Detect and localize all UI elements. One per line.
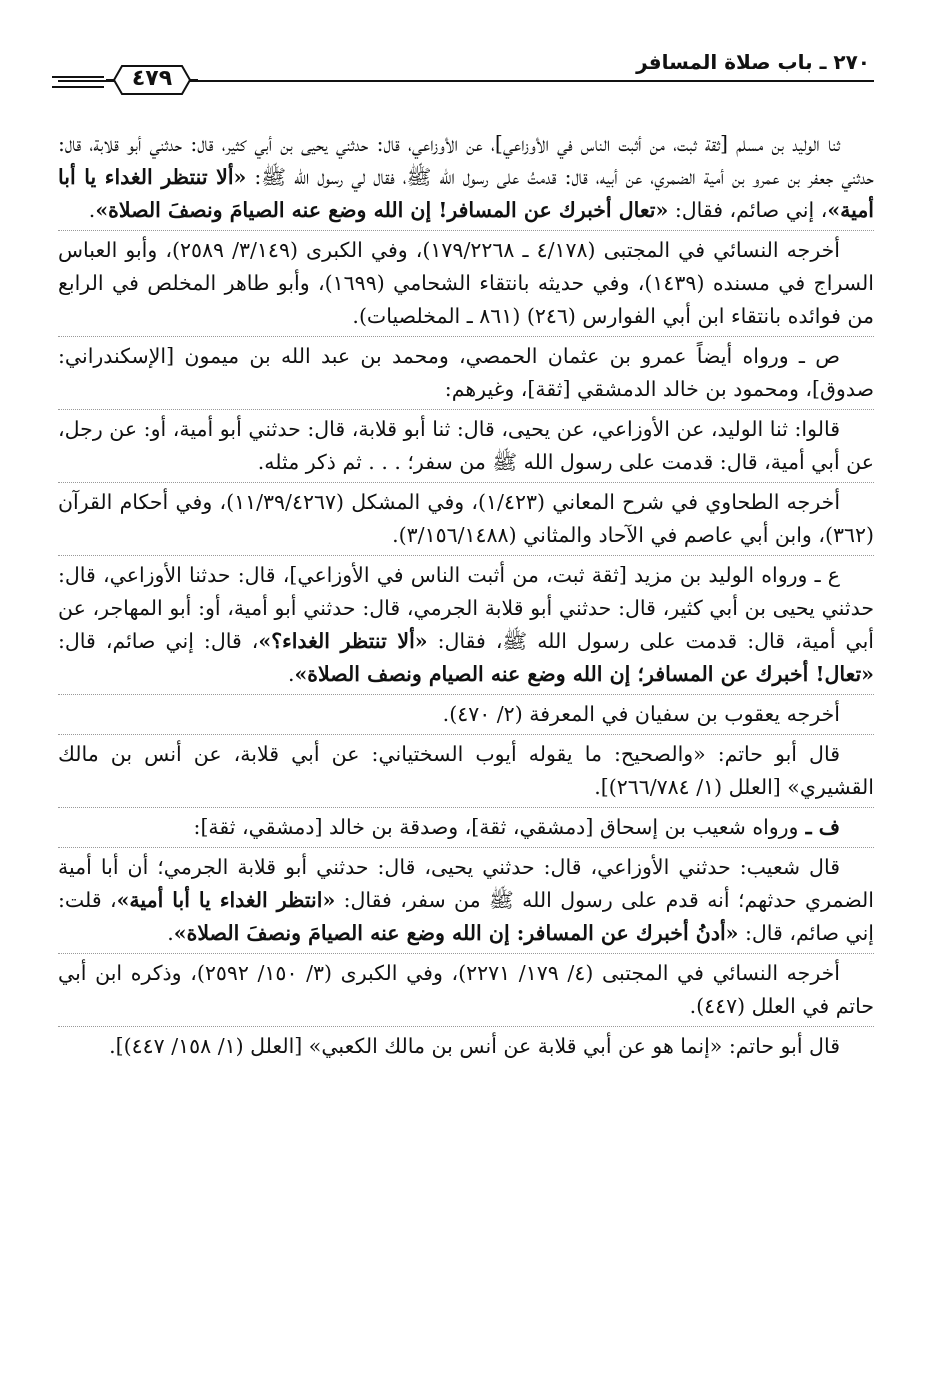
running-title: ٢٧٠ ـ باب صلاة المسافر: [636, 50, 870, 74]
text-segment: قالوا: ثنا الوليد، عن الأوزاعي، عن يحيى، قال: ثنا أبو قلابة، قال: حدثني أبو أمية، أو: عن رجل، عن أبي أمية، قال: قدمت على رسول الله ﷺ من سفر؛ . . . ثم ذكر مثله.: [58, 417, 874, 474]
paragraph-separator: [58, 807, 874, 808]
bold-text-segment: «أدنُ أخبرك عن المسافر: إن الله وضع عنه الصيامَ ونصفَ الصلاة»: [173, 921, 739, 945]
paragraph: [58, 486, 874, 552]
bold-text-segment: «انتظر الغداء يا أبا أمية»: [116, 888, 336, 912]
paragraph-separator: [58, 409, 874, 410]
paragraph-separator: [58, 555, 874, 556]
text-segment: قال شعيب: حدثني الأوزاعي، قال: حدثني يحيى، قال: حدثني أبو قلابة الجرمي؛ أن أبا أمية الضمري حدثهم؛ أنه قدم على رسول الله ﷺ من سفر، فقال:: [58, 855, 874, 912]
paragraph: [58, 559, 874, 691]
paragraph-separator: [58, 1026, 874, 1027]
text-segment: ، إني صائم، فقال:: [668, 198, 828, 222]
text-segment: أخرجه الطحاوي في شرح المعاني (١/٤٢٣)، وفي المشكل (١١/٣٩/٤٢٦٧)، وفي أحكام القرآن (٣٦٢)، وابن أبي عاصم في الآحاد والمثاني (٣/١٥٦/١٤٨٨).: [58, 490, 874, 547]
paragraph: [58, 851, 874, 950]
bold-text-segment: «ألا تنتظر الغداء؟»: [258, 629, 428, 653]
paragraph: [58, 957, 874, 1023]
text-segment: ع ـ ورواه الوليد بن مزيد [ثقة ثبت، من أثبت الناس في الأوزاعي]، قال: حدثنا الأوزاعي، قال: حدثني يحيى بن أبي كثير، قال: حدثني أبو قلابة الجرمي، قال: حدثني أبو أمية، أو: أبو المهاجر، عن أبي أمية، قال: قدمت على رسول الله ﷺ، فقال:: [58, 563, 874, 653]
text-segment: ، قال: إني صائم، قال:: [58, 629, 259, 653]
paragraph: [58, 698, 874, 731]
book-page: [58, 40, 874, 1350]
bold-text-segment: «تعال! أخبرك عن المسافر؛ إن الله وضع عنه الصيام ونصف الصلاة»: [294, 662, 874, 686]
ornament-double-line: [52, 76, 104, 88]
paragraph-separator: [58, 694, 874, 695]
paragraph-separator: [58, 847, 874, 848]
text-segment: أخرجه النسائي في المجتبى (٤/ ١٧٩/ ٢٢٧١)، وفي الكبرى (٣/ ١٥٠/ ٢٥٩٢)، وذكره ابن أبي حاتم في العلل (٤٤٧).: [58, 961, 874, 1018]
paragraph: [58, 1030, 874, 1063]
paragraph: [58, 738, 874, 804]
bold-text-segment: «تعال أخبرك عن المسافر! إن الله وضع عنه الصيامَ ونصفَ الصلاة»: [95, 198, 669, 222]
paragraph-separator: [58, 734, 874, 735]
bold-text-segment: «ألا تنتظر الغداء يا أبا أمية»: [58, 165, 874, 222]
page-header: [58, 40, 874, 102]
paragraph-separator: [58, 953, 874, 954]
body-text: [58, 128, 874, 1065]
page-number-frame: [104, 62, 200, 98]
paragraph: [58, 811, 874, 844]
page-number: ٤٧٩: [131, 66, 173, 91]
paragraph-separator: [58, 230, 874, 231]
text-segment: .: [88, 198, 96, 222]
bold-text-segment: ف ـ: [798, 815, 840, 839]
text-segment: أخرجه النسائي في المجتبى (٤/١٧٨ ـ ١٧٩/٢٢٦٨)، وفي الكبرى (٣/١٤٩/ ٢٥٨٩)، وأبو العباس السراج في مسنده (١٤٣٩)، وفي حديثه بانتقاء الشحامي (١٦٩٩)، وأبو طاهر المخلص في الرابع من فوائده بانتقاء ابن أبي الفوارس (٢٤٦) (٨٦١ ـ المخلصيات).: [58, 238, 874, 328]
paragraph: [58, 234, 874, 333]
text-segment: أخرجه يعقوب بن سفيان في المعرفة (٢/ ٤٧٠).: [442, 702, 840, 726]
paragraph-separator: [58, 336, 874, 337]
text-segment: .: [287, 662, 295, 686]
text-segment: ، قلت: إني صائم، قال:: [58, 888, 874, 945]
paragraph-separator: [58, 482, 874, 483]
paragraph: [58, 128, 874, 227]
text-segment: .: [167, 921, 174, 945]
text-segment: ص ـ ورواه أيضاً عمرو بن عثمان الحمصي، ومحمد بن عبد الله بن ميمون [الإسكندراني: صدوق]، ومحمود بن خالد الدمشقي [ثقة]، وغيرهم:: [58, 344, 874, 401]
paragraph: [58, 340, 874, 406]
text-segment: قال أبو حاتم: «والصحيح: ما يقوله أيوب السختياني: عن أبي قلابة، عن أنس بن مالك القشيري» [العلل (١/ ٢٦٦/٧٨٤)].: [58, 742, 874, 799]
text-segment: قال أبو حاتم: «إنما هو عن أبي قلابة عن أنس بن مالك الكعبي» [العلل (١/ ١٥٨/ ٤٤٧)].: [109, 1034, 840, 1058]
text-segment: ثنا الوليد بن مسلم [ثقة ثبت، من أثبت الناس في الأوزاعي]، عن الأوزاعي، قال: حدثني يحيى بن أبي كثير، قال: حدثني أبو قلابة، قال: حدثني جعفر بن عمرو بن أمية الضمري، عن أبيه، قال: قدمتُ على رسول الله ﷺ، فقال لي رسول الله ﷺ:: [58, 132, 874, 189]
text-segment: ورواه شعيب بن إسحاق [دمشقي، ثقة]، وصدقة بن خالد [دمشقي، ثقة]:: [193, 815, 799, 839]
paragraph: [58, 413, 874, 479]
